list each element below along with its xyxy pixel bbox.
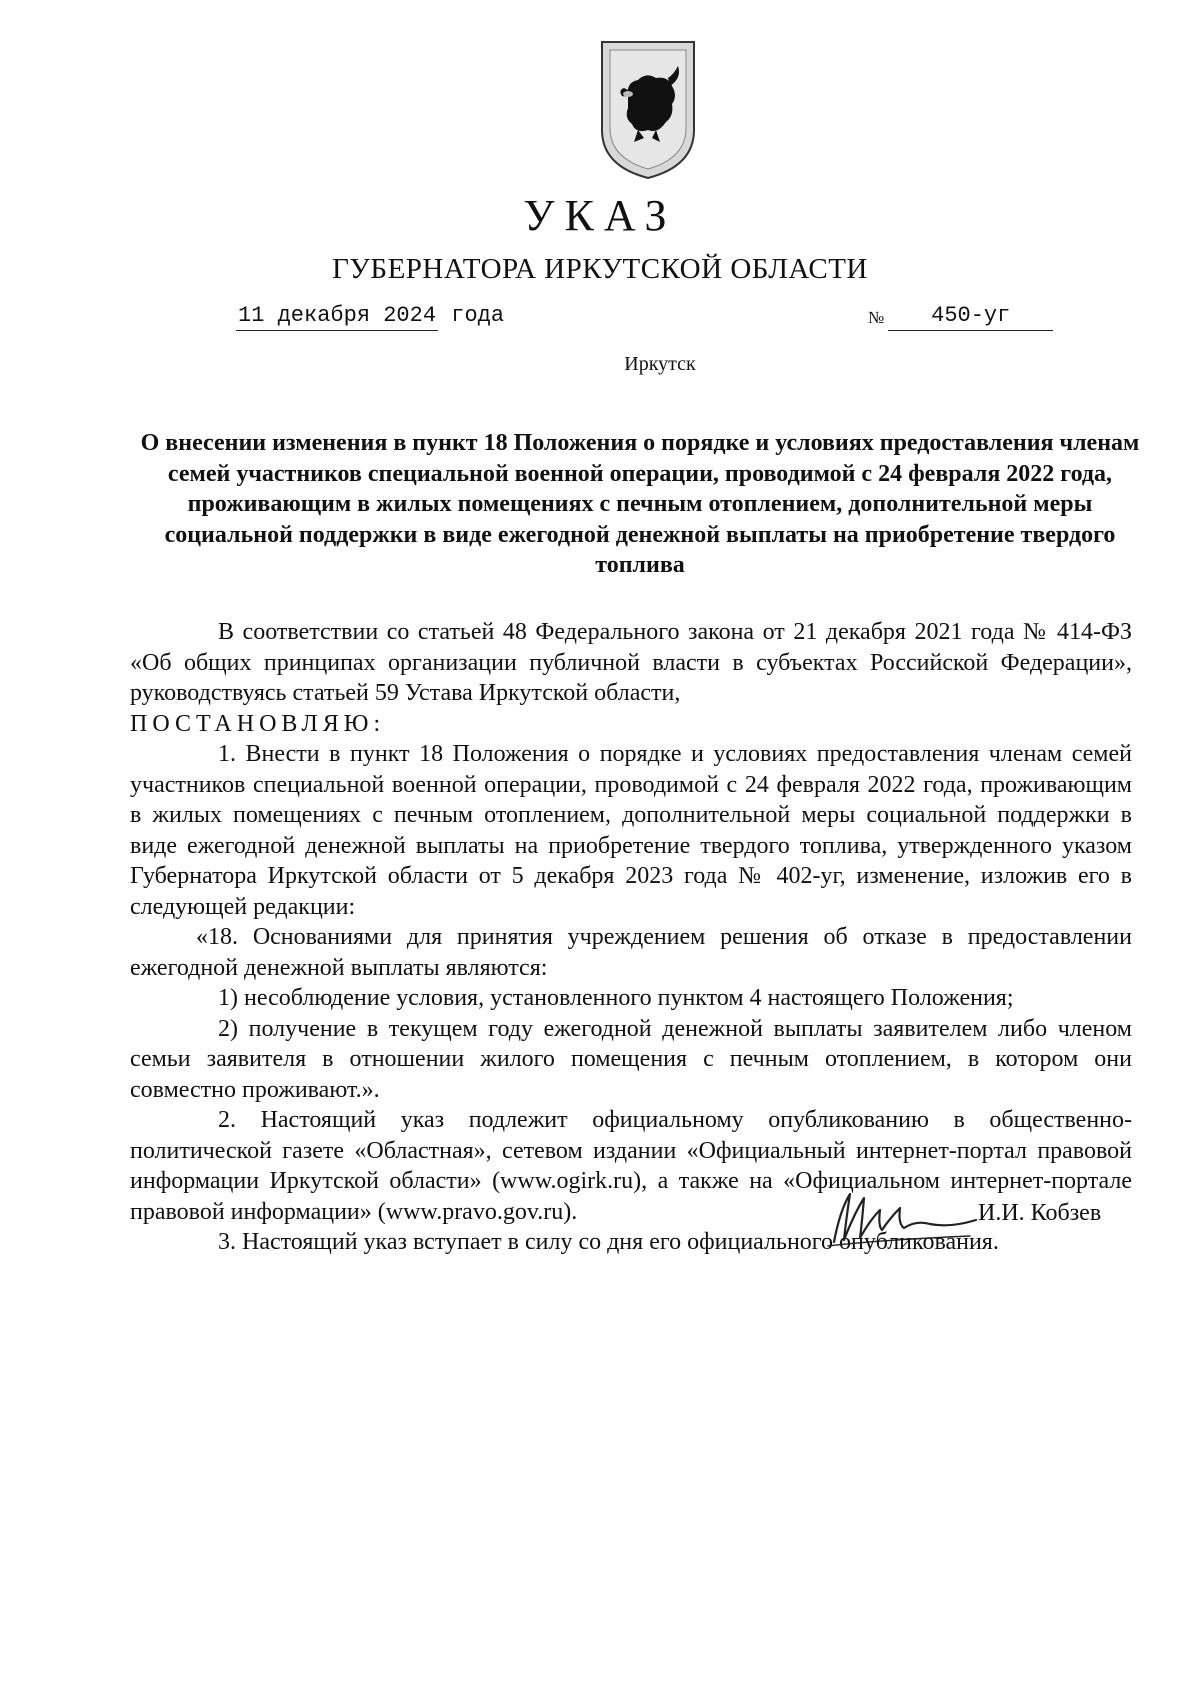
preamble-paragraph: В соответствии со статьей 48 Федерального закона от 21 декабря 2021 года № 414-ФЗ «Об общих принципах организации публичной власти в субъектах Российской Федерации», руководствуясь статьей 59 Устава Иркутской области, xyxy=(130,619,1132,706)
document-type-title: УКАЗ xyxy=(523,191,677,240)
coat-of-arms-icon xyxy=(598,38,698,182)
number-symbol: № xyxy=(868,308,885,327)
number-value: 450-уг xyxy=(888,302,1053,331)
decree-body xyxy=(130,617,1132,1258)
city-name: Иркутск xyxy=(624,353,696,375)
signature-icon xyxy=(820,1180,980,1250)
issuer-title: ГУБЕРНАТОРА ИРКУТСКОЙ ОБЛАСТИ xyxy=(332,253,868,285)
subitem-1-paragraph: 1) несоблюдение условия, установленного пунктом 4 настоящего Положения; xyxy=(218,985,1014,1011)
item-1-paragraph: 1. Внести в пункт 18 Положения о порядке и условиях предоставления членам семей участников специальной военной операции, проводимой с 24 февраля 2022 года, проживающим в жилых помещениях с печным отоплением, дополнительной меры социальной поддержки в виде ежегодной денежной выплаты на приобретение твердого топлива, утвержденного указом Губернатора Иркутской области от 5 декабря 2023 года № 402-уг, изменение, изложив его в следующей редакции: xyxy=(130,741,1132,920)
decree-heading: О внесении изменения в пункт 18 Положения о порядке и условиях предоставления членам семей участников специальной военной операции, проводимой с 24 февраля 2022 года, проживающим в жилых помещениях с печным отоплением, дополнительной меры социальной поддержки в виде ежегодной денежной выплаты на приобретение твердого топлива xyxy=(140,430,1140,578)
signer-name: И.И. Кобзев xyxy=(978,1200,1102,1226)
date-suffix: года xyxy=(451,303,505,328)
date-value: 11 декабря 2024 xyxy=(236,302,438,331)
decree-word: ПОСТАНОВЛЯЮ: xyxy=(130,710,386,737)
decree-date xyxy=(236,302,504,331)
item-3-paragraph: 3. Настоящий указ вступает в силу со дня его официального опубликования. xyxy=(218,1229,999,1255)
decree-number xyxy=(868,302,1068,332)
item-18-quote-paragraph: «18. Основаниями для принятия учреждением решения об отказе в предоставлении ежегодной денежной выплаты являются: xyxy=(130,924,1132,981)
item-2-paragraph: 2. Настоящий указ подлежит официальному опубликованию в общественно-политической газете «Областная», сетевом издании «Официальный интернет-портал правовой информации Иркутской области» (www.ogirk.ru), а также на «Официальном интернет-портале правовой информации» (www.pravo.gov.ru). xyxy=(130,1107,1132,1225)
subitem-2-paragraph: 2) получение в текущем году ежегодной денежной выплаты заявителем либо членом семьи заявителя в отношении жилого помещения с печным отоплением, в котором они совместно проживают.». xyxy=(130,1015,1132,1103)
